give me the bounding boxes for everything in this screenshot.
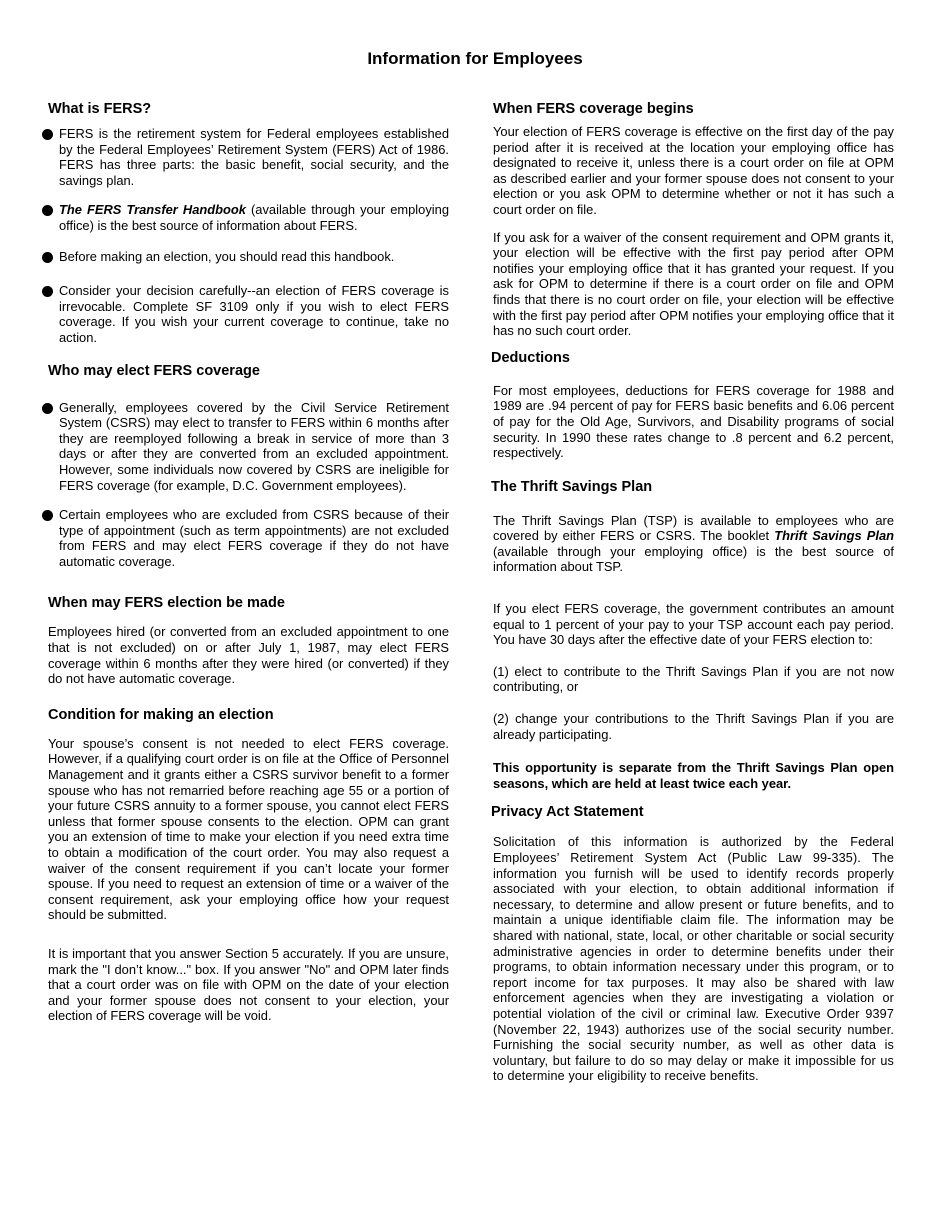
bullet-dot-icon [42, 205, 53, 216]
heading-what-is-fers: What is FERS? [48, 101, 152, 117]
paragraph-bold: This opportunity is separate from the Thrift Savings Plan open seasons, which are held at least twice each year. [493, 760, 894, 791]
paragraph: If you ask for a waiver of the consent requirement and OPM grants it, your election will be effective with the first pay period after OPM notifies your employing office that it has granted your request. If you ask for OPM to determine if there is a court order on file and OPM finds that there is no court order on file, your election will be effective with the first pay period after OPM notifies your employing office that it has no such court order. [493, 229, 894, 339]
paragraph: Employees hired (or converted from an excluded appointment to one that is not excluded) on or after July 1, 1987, may elect FERS coverage within 6 months after they were hired (or converted) if they do not have automatic coverage. [48, 624, 449, 687]
bullet-text: FERS is the retirement system for Federal employees established by the Federal Employees’ Retirement System (FERS) Act of 1986. FERS has three parts: the basic benefit, social security, and the savings plan. [59, 126, 449, 188]
bullet-dot-icon [42, 510, 53, 521]
bullet-text [59, 202, 449, 233]
bullet-item [48, 202, 449, 233]
bullet-dot-icon [42, 286, 53, 297]
tsp-text-c: (available through your employing office) is the best source of information about TSP. [493, 543, 894, 575]
heading-condition: Condition for making an election [48, 706, 274, 723]
bullet-item [48, 400, 449, 494]
bullet-item [48, 507, 449, 569]
paragraph: Your spouse’s consent is not needed to elect FERS coverage. However, if a qualifying court order is on file at the Office of Personnel Management and it grants either a CSRS survivor benefit to a former spouse who has not remarried before reaching age 55 or a portion of your future CSRS annuity to a former spouse, you cannot elect FERS unless that former spouse consents to the election. OPM can grant you an extension of time to make your election if you need extra time to obtain a modification of the court order. You may also request a waiver of the consent requirement if you can’t locate your former spouse. If you need to request an extension of time or a waiver of the consent requirement, ask your employing office how your request should be submitted. [48, 735, 449, 923]
tsp-booklet-title: Thrift Savings Plan [774, 528, 894, 544]
paragraph: If you elect FERS coverage, the government contributes an amount equal to 1 percent of your pay to your TSP account each pay period. You have 30 days after the effective date of your FERS election to: [493, 601, 894, 648]
paragraph: For most employees, deductions for FERS coverage for 1988 and 1989 are .94 percent of pay for FERS basic benefits and 6.06 percent of pay for the Old Age, Survivors, and Disability programs of social security. In 1990 these rates change to .8 percent and 6.2 percent, respectively. [493, 382, 894, 461]
heading-privacy: Privacy Act Statement [491, 804, 644, 821]
heading-tsp: The Thrift Savings Plan [491, 478, 653, 495]
tsp-text-a: The Thrift Savings Plan (TSP) is available to employees who are covered by either FERS or CSRS. The booklet [493, 512, 894, 544]
bullet-text: Certain employees who are excluded from CSRS because of their type of appointment (such as term appointments) are not excluded from FERS and may elect FERS coverage if they do not have automatic coverage. [59, 507, 449, 569]
paragraph: (2) change your contributions to the Thrift Savings Plan if you are already participating. [493, 711, 894, 742]
bullet-text: Before making an election, you should read this handbook. [59, 248, 395, 264]
right-column [493, 100, 894, 1085]
bullet-text: Generally, employees covered by the Civil Service Retirement System (CSRS) may elect to transfer to FERS within 6 months after they are reemployed following a break in service of more than 3 days or after they are converted from an excluded appointment. However, some individuals now covered by CSRS are ineligible for FERS coverage (for example, D.C. Government employees). [59, 399, 449, 493]
paragraph: Your election of FERS coverage is effective on the first day of the pay period after it is received at the location your employing office has designated to receive it, unless there is a court order on file at OPM as described earlier and your former spouse does not consent to your election or you ask OPM to determine whether or not it has such a court order on file. [493, 124, 894, 217]
handbook-rest: (available through your employing office) is the best source of information about FERS. [59, 202, 449, 233]
heading-when-begins: When FERS coverage begins [493, 101, 694, 117]
bullet-item [48, 249, 449, 265]
left-column [48, 100, 449, 1024]
handbook-title: The FERS Transfer Handbook [59, 202, 246, 218]
bullet-dot-icon [42, 403, 53, 414]
heading-deductions: Deductions [491, 349, 570, 366]
page-title: Information for Employees [367, 49, 583, 68]
bullet-item [48, 126, 449, 188]
bullet-dot-icon [42, 129, 53, 140]
heading-when-may: When may FERS election be made [48, 595, 285, 612]
paragraph: (1) elect to contribute to the Thrift Savings Plan if you are not now contributing, or [493, 663, 894, 695]
paragraph [493, 513, 894, 575]
bullet-dot-icon [42, 252, 53, 263]
paragraph: It is important that you answer Section 5 accurately. If you are unsure, mark the "I don’t know..." box. If you answer "No" and OPM later finds that a court order was on file with OPM on the date of your election and your former spouse does not consent to your election, your election of FERS coverage will be void. [48, 945, 449, 1024]
heading-who-may-elect: Who may elect FERS coverage [48, 362, 260, 379]
bullet-text: Consider your decision carefully--an election of FERS coverage is irrevocable. Complete SF 3109 only if you wish to elect FERS coverage. If you wish your current coverage to continue, take no action. [59, 283, 449, 345]
bullet-item [48, 283, 449, 345]
paragraph-privacy: Solicitation of this information is authorized by the Federal Employees’ Retirement System Act (Public Law 99-335). The information you furnish will be used to identify records properly associated with your election, to obtain additional information if necessary, to determine and allow present or future benefits, and to maintain a unique identifiable claim file. The information may be shared with national, state, local, or other charitable or social security administrative agencies in order to determine benefits under their programs, to obtain information necessary under this program, or to report income for tax purposes. It may also be shared with law enforcement agencies when they are investigating a violation or potential violation of the civil or criminal law. Executive Order 9397 (November 22, 1943) authorizes use of the social security number. Furnishing the social security number, as well as other data is voluntary, but failure to do so may delay or make it impossible for us to determine your eligibility to receive benefits. [493, 835, 894, 1084]
